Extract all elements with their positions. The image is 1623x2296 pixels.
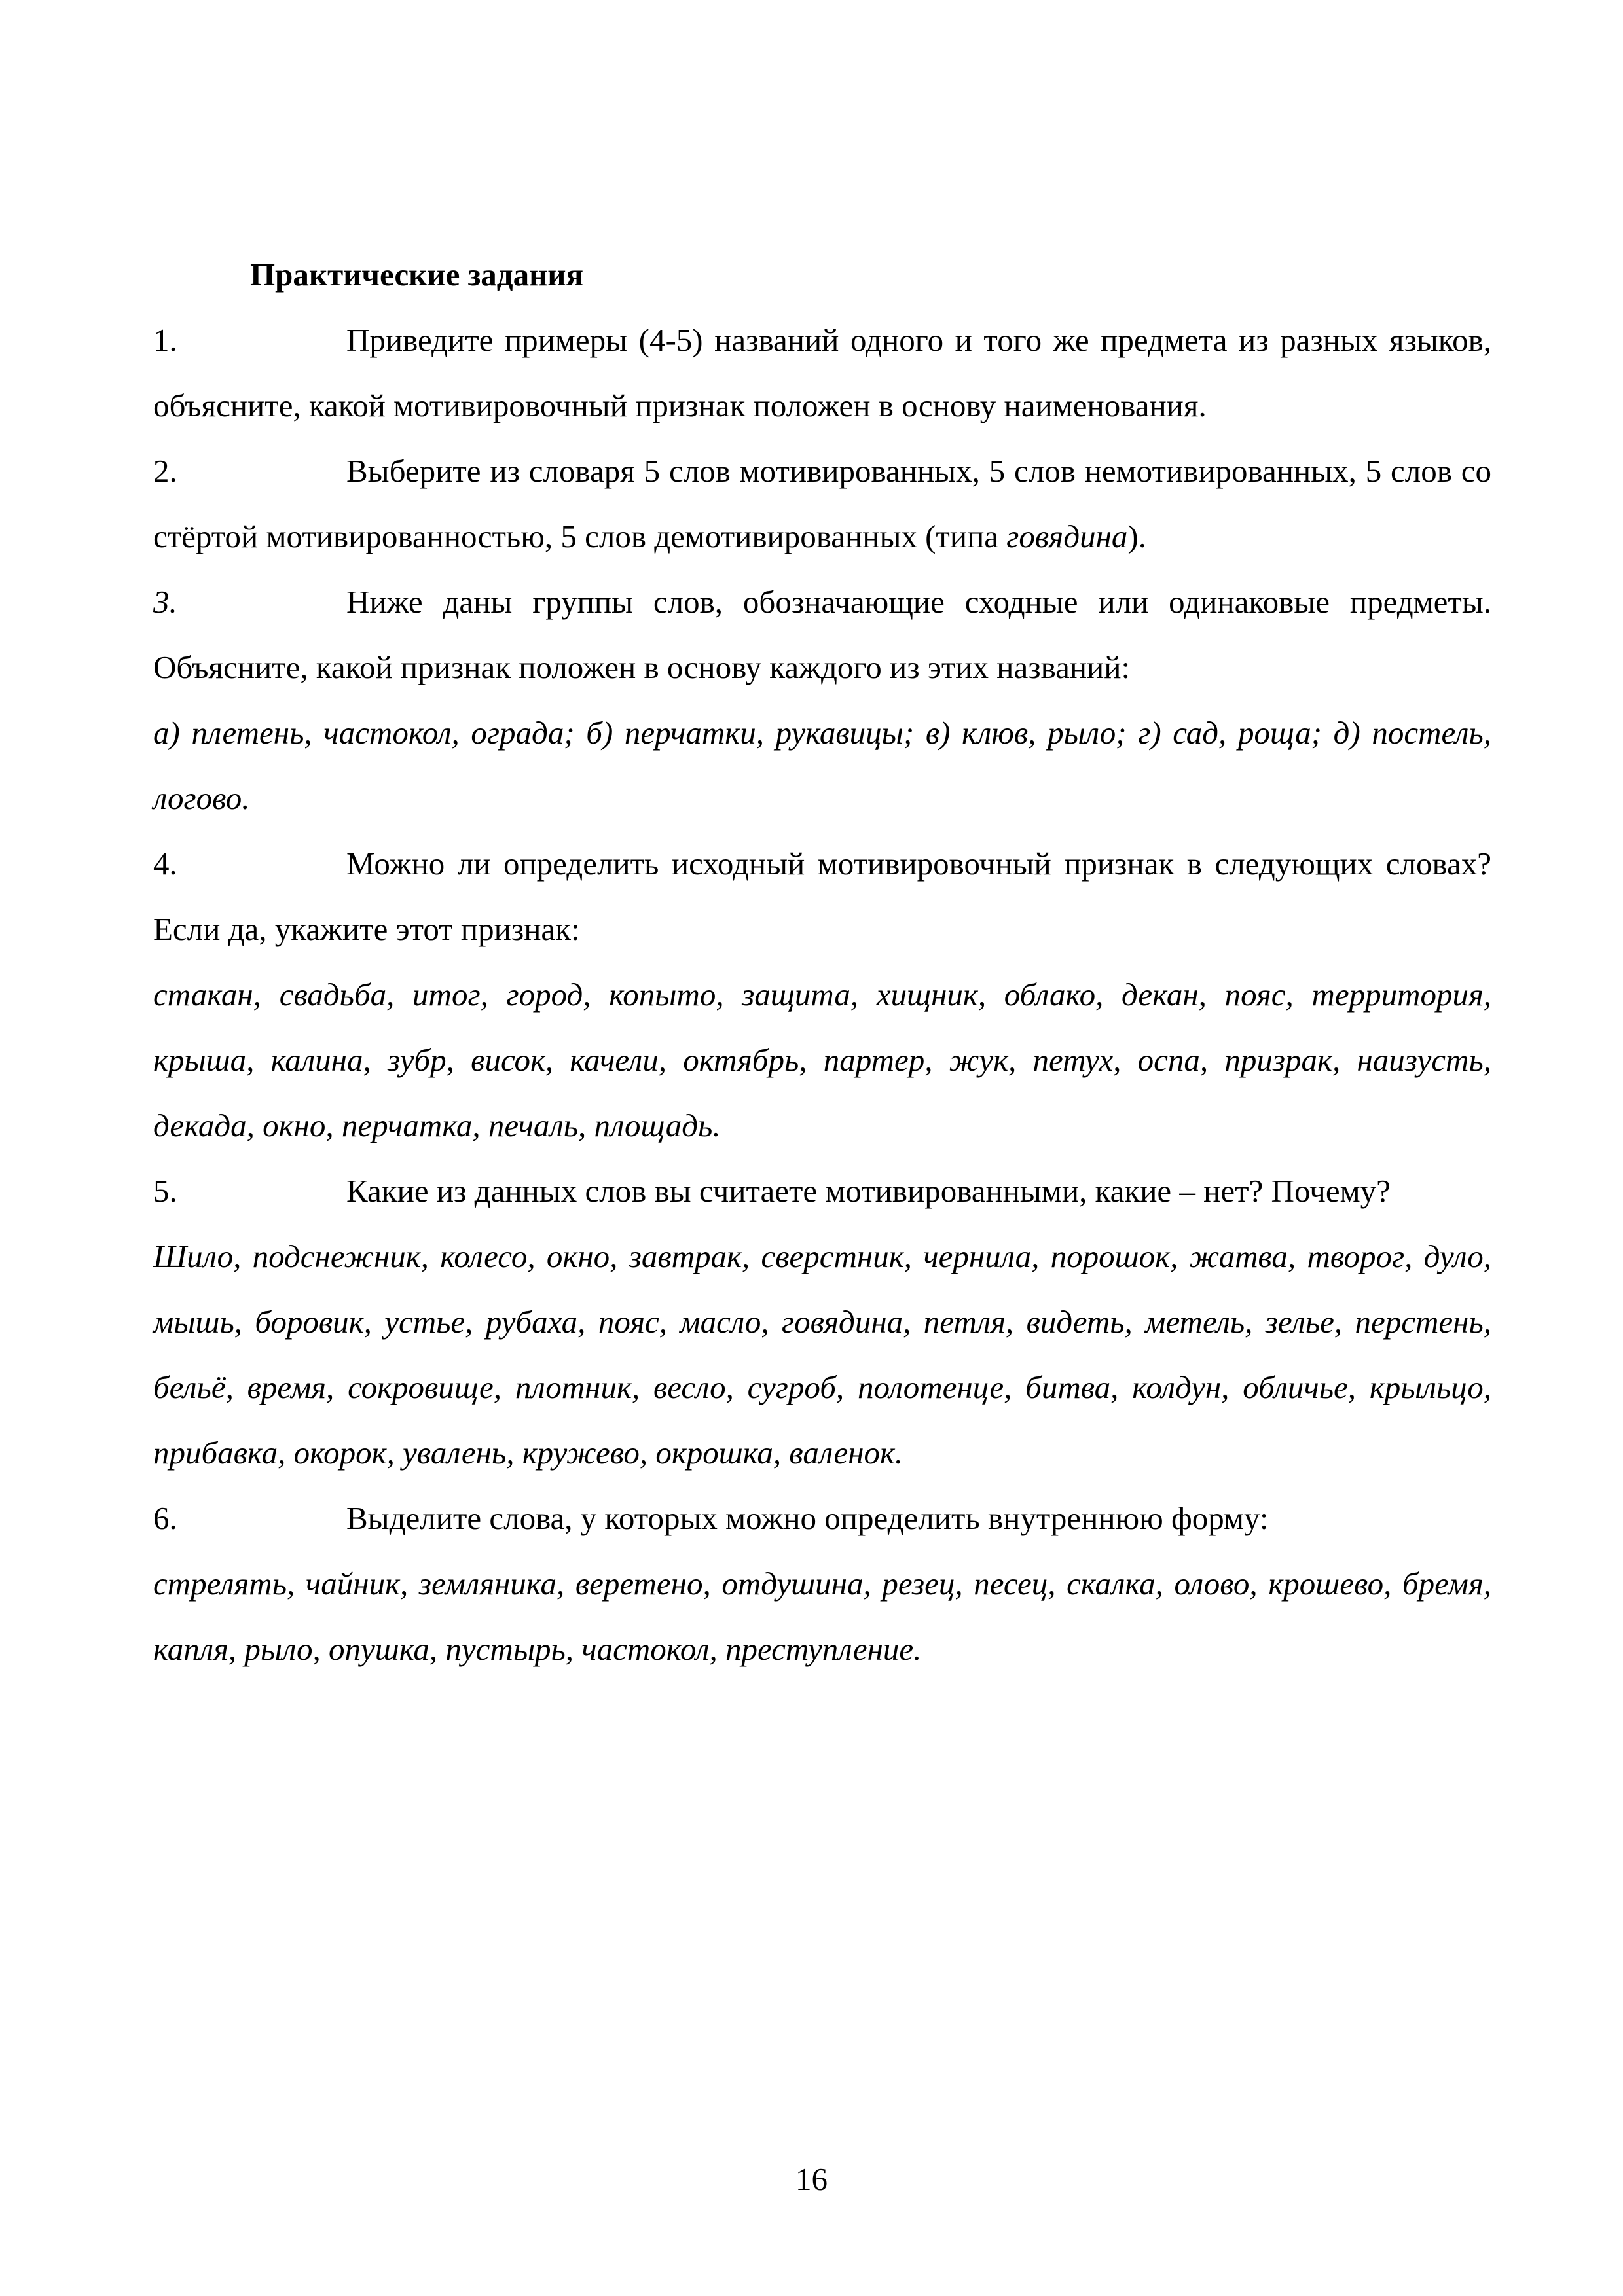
task-3-text: Ниже даны группы слов, обозначающие сходные или одинаковые предметы. Объясните, какой признак положен в основу каждого из этих названий: bbox=[153, 584, 1491, 685]
task-4-text: Можно ли определить исходный мотивировочный признак в следующих словах? Если да, укажите этот признак: bbox=[153, 846, 1491, 947]
task-6-text: Выделите слова, у которых можно определить внутреннюю форму: bbox=[346, 1500, 1269, 1536]
task-6-number: 6. bbox=[153, 1500, 177, 1536]
task-1 bbox=[153, 308, 1491, 439]
task-2-text: Выберите из словаря 5 слов мотивированных, 5 слов немотивированных, 5 слов со стёртой мотивированностью, 5 слов демотивированных (типа bbox=[153, 453, 1491, 554]
task-2 bbox=[153, 439, 1491, 569]
task-6-word-list: стрелять, чайник, земляника, веретено, отдушина, резец, песец, скалка, олово, крошево, бремя, капля, рыло, опушка, пустырь, частокол, преступление. bbox=[153, 1566, 1491, 1667]
task-2-number: 2. bbox=[153, 453, 177, 489]
task-3-word-list: а) плетень, частокол, ограда; б) перчатки, рукавицы; в) клюв, рыло; г) сад, роща; д) постель, логово. bbox=[153, 715, 1491, 816]
task-4-word-list: стакан, свадьба, итог, город, копыто, защита, хищник, облако, декан, пояс, территория, крыша, калина, зубр, висок, качели, октябрь, партер, жук, петух, оспа, призрак, наизусть, декада, окно, перчатка, печаль, площадь. bbox=[153, 977, 1491, 1143]
task-2-example-word: говядина bbox=[1006, 518, 1128, 554]
section-heading: Практические задания bbox=[250, 257, 584, 293]
task-5-text: Какие из данных слов вы считаете мотивированными, какие – нет? Почему? bbox=[346, 1173, 1391, 1209]
task-1-number: 1. bbox=[153, 322, 177, 358]
task-1-text: Приведите примеры (4-5) названий одного и того же предмета из разных языков, объясните, какой мотивировочный признак положен в основу наименования. bbox=[153, 322, 1491, 423]
task-5 bbox=[153, 1158, 1491, 1224]
task-2-text-end: ). bbox=[1127, 518, 1146, 554]
task-4-number: 4. bbox=[153, 846, 177, 882]
task-6 bbox=[153, 1486, 1491, 1551]
page-number: 16 bbox=[795, 2161, 828, 2197]
task-3 bbox=[153, 569, 1491, 700]
task-5-word-list: Шило, подснежник, колесо, окно, завтрак, сверстник, чернила, порошок, жатва, творог, дуло, мышь, боровик, устье, рубаха, пояс, масло, говядина, петля, видеть, метель, зелье, перстень, бельё, время, сокровище, плотник, весло, сугроб, полотенце, битва, колдун, обличье, крыльцо, прибавка, окорок, увалень, кружево, окрошка, валенок. bbox=[153, 1238, 1491, 1471]
task-3-number: 3. bbox=[153, 584, 177, 620]
task-5-number: 5. bbox=[153, 1173, 177, 1209]
page-content bbox=[153, 242, 1491, 1682]
task-4 bbox=[153, 831, 1491, 962]
